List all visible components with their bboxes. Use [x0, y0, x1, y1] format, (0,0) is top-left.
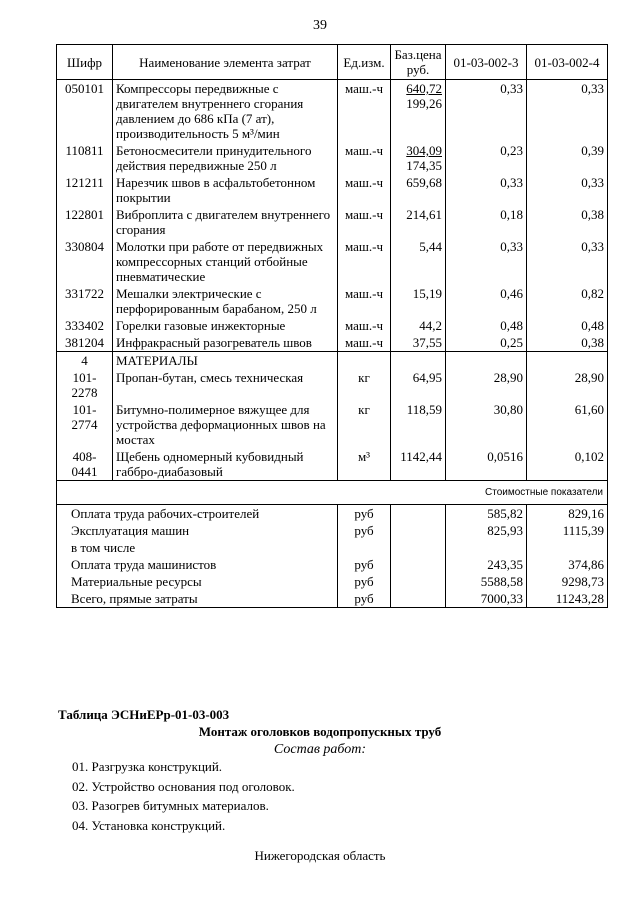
summary-value-col1: 825,93	[446, 522, 527, 539]
summary-label: Материальные ресурсы	[57, 573, 338, 590]
summary-empty	[391, 556, 446, 573]
summary-unit: руб	[338, 573, 391, 590]
summary-row	[57, 556, 608, 573]
row-price-value: 659,68	[406, 175, 442, 190]
row-value-col2: 61,60	[527, 401, 608, 448]
summary-value-col1	[446, 539, 527, 556]
summary-empty	[391, 505, 446, 523]
row-code: 121211	[57, 174, 113, 206]
work-item: 03. Разогрев битумных материалов.	[72, 798, 269, 813]
summary-unit: руб	[338, 556, 391, 573]
summary-label: в том числе	[57, 539, 338, 556]
row-code: 122801	[57, 206, 113, 238]
work-item: 01. Разгрузка конструкций.	[72, 759, 223, 774]
summary-unit: руб	[338, 505, 391, 523]
table-row	[57, 238, 608, 285]
row-name: Пропан-бутан, смесь техническая	[113, 369, 338, 401]
row-price	[391, 317, 446, 334]
row-code: 110811	[57, 142, 113, 174]
section-title: МАТЕРИАЛЫ	[113, 352, 338, 370]
header-name: Наименование элемента затрат	[113, 45, 338, 80]
row-value-col2: 0,82	[527, 285, 608, 317]
header-unit: Ед.изм.	[338, 45, 391, 80]
summary-unit: руб	[338, 590, 391, 608]
summary-value-col2: 9298,73	[527, 573, 608, 590]
row-price-value: 44,2	[419, 318, 442, 333]
row-value-col2: 0,39	[527, 142, 608, 174]
row-price-secondary: 199,26	[406, 96, 442, 111]
row-unit: маш.-ч	[338, 206, 391, 238]
row-price-value: 640,72	[406, 81, 442, 96]
summary-empty	[391, 539, 446, 556]
row-value-col1: 0,23	[446, 142, 527, 174]
row-code: 331722	[57, 285, 113, 317]
row-value-col2: 0,102	[527, 448, 608, 481]
row-price-value: 5,44	[419, 239, 442, 254]
materials-section	[57, 352, 608, 370]
row-price-value: 64,95	[412, 370, 442, 385]
row-price	[391, 448, 446, 481]
row-unit: маш.-ч	[338, 285, 391, 317]
row-code: 333402	[57, 317, 113, 334]
row-unit: маш.-ч	[338, 334, 391, 352]
row-value-col2: 0,33	[527, 174, 608, 206]
table-row	[57, 80, 608, 143]
summary-row	[57, 522, 608, 539]
row-value-col2: 0,38	[527, 206, 608, 238]
summary-empty	[391, 573, 446, 590]
table-row	[57, 401, 608, 448]
row-name: Компрессоры передвижные с двигателем внутреннего сгорания давлением до 686 кПа (7 ат), производительность 5 м³/мин	[113, 80, 338, 143]
cost-table	[56, 44, 608, 608]
summary-value-col2: 11243,28	[527, 590, 608, 608]
table-row	[57, 174, 608, 206]
summary-rows	[57, 505, 608, 608]
row-name: Горелки газовые инжекторные	[113, 317, 338, 334]
table-row	[57, 448, 608, 481]
next-table-title: Таблица ЭСНиЕРр-01-03-003	[58, 707, 230, 722]
summary-row	[57, 539, 608, 556]
row-value-col1: 0,46	[446, 285, 527, 317]
row-name: Нарезчик швов в асфальтобетонном покрытии	[113, 174, 338, 206]
summary-row	[57, 573, 608, 590]
work-item: 04. Установка конструкций.	[72, 817, 226, 833]
summary-value-col2	[527, 539, 608, 556]
row-name: Щебень одномерный кубовидный габбро-диабазовый	[113, 448, 338, 481]
row-price-value: 37,55	[412, 335, 442, 350]
row-name: Молотки при работе от передвижных компрессорных станций отбойные пневматические	[113, 238, 338, 285]
row-name: Бетоносмесители принудительного действия передвижные 250 л	[113, 142, 338, 174]
table-row	[57, 142, 608, 174]
row-price-value: 304,09	[406, 143, 442, 158]
works-heading: Состав работ:	[273, 742, 367, 757]
row-price-value: 15,19	[412, 286, 442, 301]
row-unit: маш.-ч	[338, 142, 391, 174]
summary-value-col2: 374,86	[527, 556, 608, 573]
row-unit: кг	[338, 401, 391, 448]
summary-label: Оплата труда машинистов	[57, 556, 338, 573]
row-price	[391, 238, 446, 285]
row-value-col1: 0,33	[446, 238, 527, 285]
row-price	[391, 401, 446, 448]
header-col2: 01-03-002-4	[527, 45, 608, 80]
row-code: 330804	[57, 238, 113, 285]
table-header-row	[57, 45, 608, 80]
row-unit: м³	[338, 448, 391, 481]
row-value-col1: 0,48	[446, 317, 527, 334]
section-row	[57, 352, 608, 370]
row-price	[391, 334, 446, 352]
summary-value-col1: 7000,33	[446, 590, 527, 608]
row-price	[391, 142, 446, 174]
row-code: 408-0441	[57, 448, 113, 481]
summary-value-col2: 829,16	[527, 505, 608, 523]
machine-rows	[57, 80, 608, 352]
row-price	[391, 174, 446, 206]
summary-label: Оплата труда рабочих-строителей	[57, 505, 338, 523]
row-value-col2: 28,90	[527, 369, 608, 401]
table-row	[57, 334, 608, 352]
work-item: 02. Устройство основания под оголовок.	[72, 778, 295, 794]
table-row	[57, 206, 608, 238]
row-price	[391, 206, 446, 238]
summary-value-col1: 5588,58	[446, 573, 527, 590]
summary-label: Эксплуатация машин	[57, 522, 338, 539]
summary-row	[57, 505, 608, 523]
row-price-secondary: 174,35	[406, 158, 442, 173]
header-code: Шифр	[57, 45, 113, 80]
row-name: Битумно-полимерное вяжущее для устройства деформационных швов на мостах	[113, 401, 338, 448]
header-price: Баз.цена руб.	[391, 45, 446, 80]
summary-empty	[391, 590, 446, 608]
table-row	[57, 285, 608, 317]
row-unit: маш.-ч	[338, 80, 391, 143]
section-number: 4	[57, 352, 113, 370]
footer-region: Нижегородская область	[254, 848, 386, 863]
row-price	[391, 80, 446, 143]
row-price	[391, 285, 446, 317]
row-unit: кг	[338, 369, 391, 401]
header-col1: 01-03-002-3	[446, 45, 527, 80]
row-value-col1: 0,0516	[446, 448, 527, 481]
summary-value-col2: 1115,39	[527, 522, 608, 539]
row-value-col2: 0,48	[527, 317, 608, 334]
row-value-col1: 0,33	[446, 80, 527, 143]
summary-unit: руб	[338, 522, 391, 539]
row-value-col1: 0,18	[446, 206, 527, 238]
row-price-value: 118,59	[406, 402, 442, 417]
row-unit: маш.-ч	[338, 174, 391, 206]
page-number: 39	[313, 18, 327, 33]
row-value-col1: 30,80	[446, 401, 527, 448]
row-name: Мешалки электрические с перфорированным барабаном, 250 л	[113, 285, 338, 317]
summary-row	[57, 590, 608, 608]
row-value-col2: 0,33	[527, 80, 608, 143]
summary-empty	[391, 522, 446, 539]
row-name: Инфракрасный разогреватель швов	[113, 334, 338, 352]
row-code: 101-2774	[57, 401, 113, 448]
next-table-subtitle: Монтаж оголовков водопропускных труб	[198, 724, 442, 739]
row-price-value: 1142,44	[400, 449, 442, 464]
row-value-col1: 0,33	[446, 174, 527, 206]
row-value-col1: 0,25	[446, 334, 527, 352]
summary-label: Всего, прямые затраты	[57, 590, 338, 608]
summary-unit	[338, 539, 391, 556]
cost-indicators	[57, 481, 608, 505]
row-value-col2: 0,38	[527, 334, 608, 352]
row-value-col2: 0,33	[527, 238, 608, 285]
row-name: Виброплита с двигателем внутреннего сгорания	[113, 206, 338, 238]
material-rows	[57, 369, 608, 481]
row-code: 101-2278	[57, 369, 113, 401]
row-unit: маш.-ч	[338, 317, 391, 334]
row-value-col1: 28,90	[446, 369, 527, 401]
cost-indicators-row	[57, 481, 608, 505]
table-row	[57, 317, 608, 334]
row-code: 050101	[57, 80, 113, 143]
row-price-value: 214,61	[406, 207, 442, 222]
row-code: 381204	[57, 334, 113, 352]
cost-indicators-label: Стоимостные показатели	[57, 481, 608, 505]
table-row	[57, 369, 608, 401]
summary-value-col1: 243,35	[446, 556, 527, 573]
summary-value-col1: 585,82	[446, 505, 527, 523]
row-unit: маш.-ч	[338, 238, 391, 285]
works-list	[72, 757, 295, 835]
row-price	[391, 369, 446, 401]
